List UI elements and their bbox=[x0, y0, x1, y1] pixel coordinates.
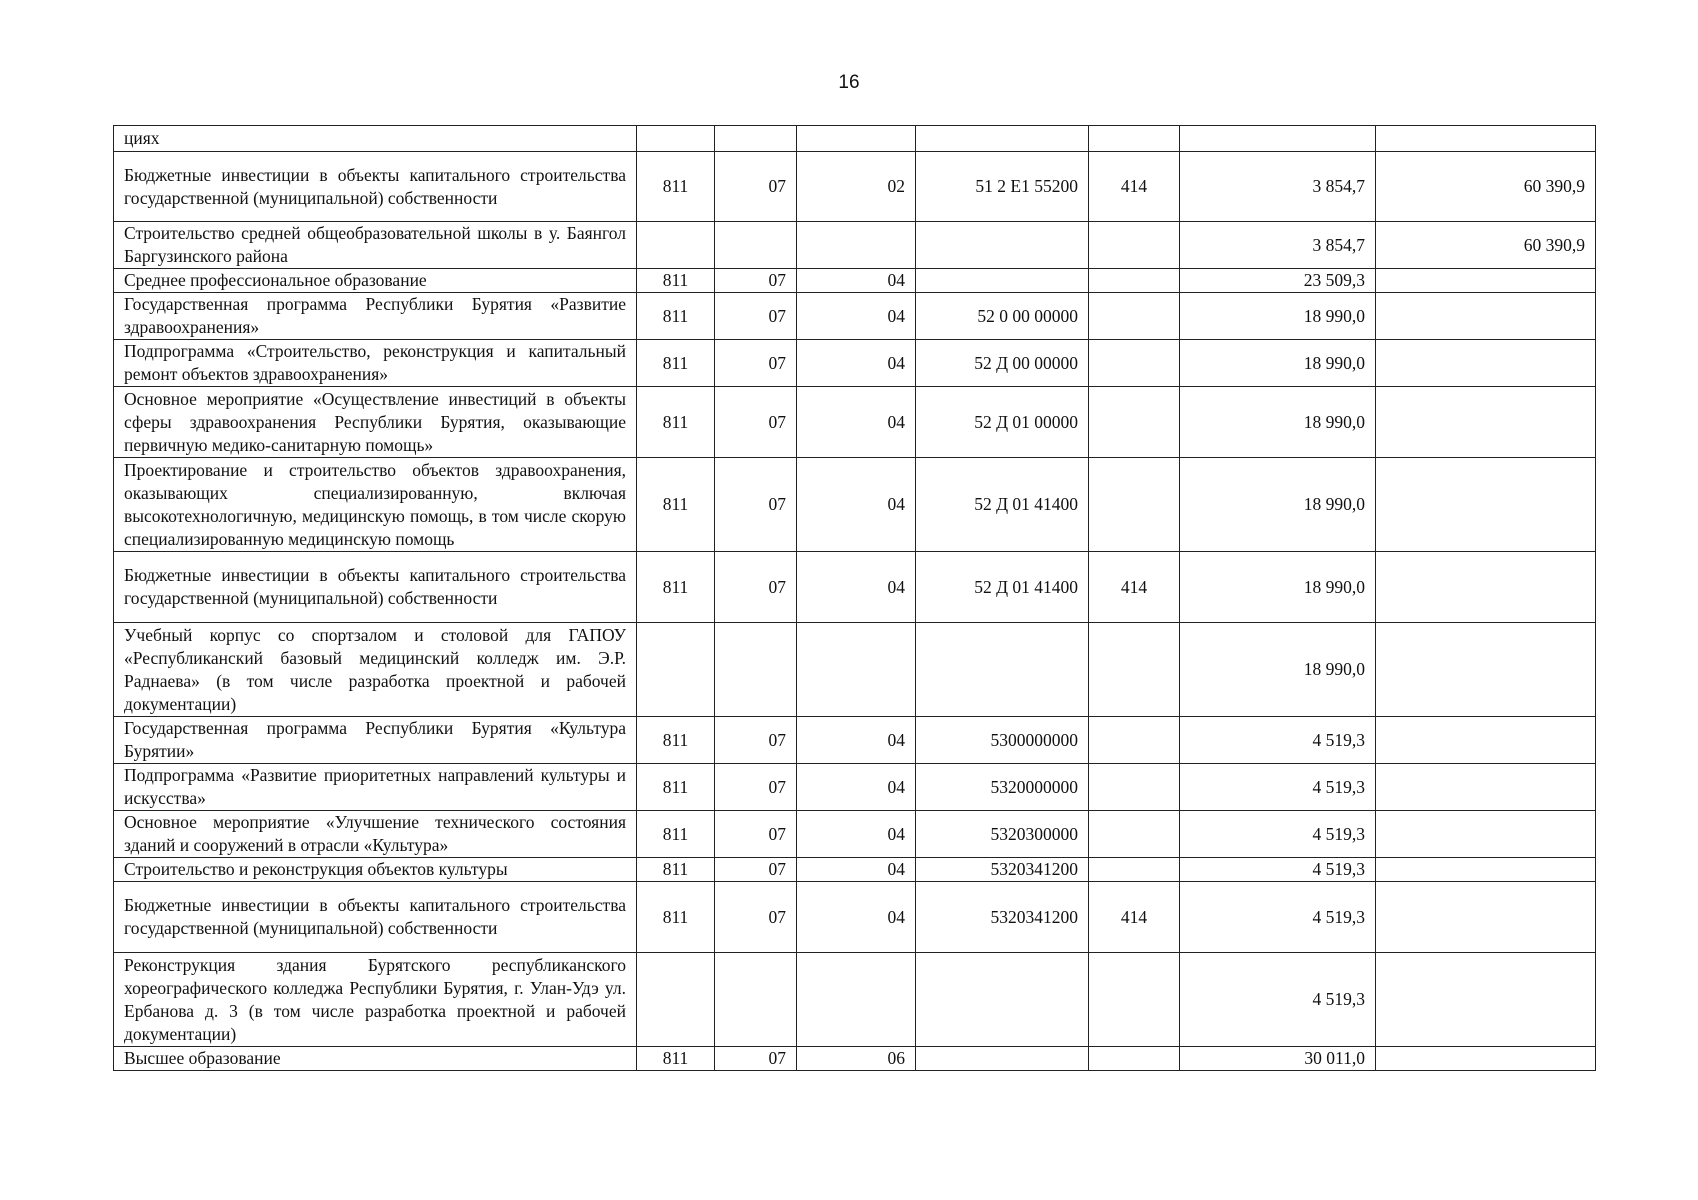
ved-code-cell: 811 bbox=[637, 1047, 715, 1071]
table-row bbox=[114, 222, 1596, 269]
target-article-cell: 52 Д 00 00000 bbox=[916, 340, 1089, 387]
ved-code-cell: 811 bbox=[637, 882, 715, 953]
target-article-cell: 5320000000 bbox=[916, 764, 1089, 811]
expense-type-cell bbox=[1089, 269, 1180, 293]
target-article-cell: 52 Д 01 41400 bbox=[916, 458, 1089, 552]
section-code-cell bbox=[715, 953, 797, 1047]
amount-2024-cell bbox=[1376, 953, 1596, 1047]
ved-code-cell bbox=[637, 126, 715, 152]
amount-2023-cell bbox=[1180, 126, 1376, 152]
section-code-cell: 07 bbox=[715, 152, 797, 222]
target-article-cell bbox=[916, 222, 1089, 269]
row-name-cell: Бюджетные инвестиции в объекты капитального строительства государственной (муниципальной) собственности bbox=[114, 152, 637, 222]
table-row bbox=[114, 623, 1596, 717]
amount-2024-cell bbox=[1376, 882, 1596, 953]
table-row bbox=[114, 1047, 1596, 1071]
expense-type-cell bbox=[1089, 126, 1180, 152]
amount-2023-cell: 4 519,3 bbox=[1180, 882, 1376, 953]
table-row bbox=[114, 717, 1596, 764]
amount-2024-cell bbox=[1376, 387, 1596, 458]
subsection-code-cell: 04 bbox=[797, 269, 916, 293]
row-name-cell: Строительство средней общеобразовательной школы в у. Баянгол Баргузинского района bbox=[114, 222, 637, 269]
expense-type-cell bbox=[1089, 858, 1180, 882]
row-name-cell: Государственная программа Республики Бурятия «Культура Бурятии» bbox=[114, 717, 637, 764]
page-number: 16 bbox=[838, 72, 860, 93]
amount-2023-cell: 23 509,3 bbox=[1180, 269, 1376, 293]
subsection-code-cell: 06 bbox=[797, 1047, 916, 1071]
target-article-cell: 5320341200 bbox=[916, 858, 1089, 882]
amount-2023-cell: 3 854,7 bbox=[1180, 152, 1376, 222]
section-code-cell: 07 bbox=[715, 269, 797, 293]
target-article-cell: 52 Д 01 41400 bbox=[916, 552, 1089, 623]
subsection-code-cell: 04 bbox=[797, 458, 916, 552]
section-code-cell: 07 bbox=[715, 552, 797, 623]
subsection-code-cell: 04 bbox=[797, 811, 916, 858]
subsection-code-cell bbox=[797, 126, 916, 152]
table-row bbox=[114, 858, 1596, 882]
amount-2023-cell: 18 990,0 bbox=[1180, 623, 1376, 717]
table-row bbox=[114, 269, 1596, 293]
amount-2024-cell bbox=[1376, 269, 1596, 293]
section-code-cell bbox=[715, 222, 797, 269]
table-row bbox=[114, 953, 1596, 1047]
expense-type-cell bbox=[1089, 340, 1180, 387]
expense-type-cell bbox=[1089, 764, 1180, 811]
amount-2024-cell: 60 390,9 bbox=[1376, 152, 1596, 222]
ved-code-cell: 811 bbox=[637, 717, 715, 764]
expense-type-cell bbox=[1089, 953, 1180, 1047]
target-article-cell bbox=[916, 623, 1089, 717]
ved-code-cell: 811 bbox=[637, 458, 715, 552]
row-name-cell: Подпрограмма «Строительство, реконструкция и капитальный ремонт объектов здравоохранения» bbox=[114, 340, 637, 387]
expense-type-cell: 414 bbox=[1089, 152, 1180, 222]
subsection-code-cell: 04 bbox=[797, 764, 916, 811]
expense-type-cell bbox=[1089, 387, 1180, 458]
expense-type-cell bbox=[1089, 623, 1180, 717]
amount-2024-cell: 60 390,9 bbox=[1376, 222, 1596, 269]
amount-2023-cell: 18 990,0 bbox=[1180, 387, 1376, 458]
expense-type-cell bbox=[1089, 458, 1180, 552]
amount-2023-cell: 18 990,0 bbox=[1180, 340, 1376, 387]
target-article-cell bbox=[916, 953, 1089, 1047]
ved-code-cell: 811 bbox=[637, 552, 715, 623]
amount-2024-cell bbox=[1376, 552, 1596, 623]
expense-type-cell: 414 bbox=[1089, 882, 1180, 953]
ved-code-cell: 811 bbox=[637, 764, 715, 811]
row-name-cell: циях bbox=[114, 126, 637, 152]
ved-code-cell: 811 bbox=[637, 152, 715, 222]
section-code-cell bbox=[715, 623, 797, 717]
target-article-cell: 52 Д 01 00000 bbox=[916, 387, 1089, 458]
row-name-cell: Государственная программа Республики Бурятия «Развитие здравоохранения» bbox=[114, 293, 637, 340]
subsection-code-cell bbox=[797, 953, 916, 1047]
row-name-cell: Бюджетные инвестиции в объекты капитального строительства государственной (муниципальной) собственности bbox=[114, 552, 637, 623]
row-name-cell: Проектирование и строительство объектов здравоохранения, оказывающих специализированную, включая высокотехнологичную, медицинскую помощь, в том числе скорую специализированную медицинскую помощь bbox=[114, 458, 637, 552]
table-row bbox=[114, 126, 1596, 152]
section-code-cell: 07 bbox=[715, 387, 797, 458]
subsection-code-cell: 04 bbox=[797, 293, 916, 340]
target-article-cell bbox=[916, 126, 1089, 152]
amount-2023-cell: 4 519,3 bbox=[1180, 811, 1376, 858]
table-row bbox=[114, 293, 1596, 340]
ved-code-cell: 811 bbox=[637, 858, 715, 882]
amount-2023-cell: 4 519,3 bbox=[1180, 953, 1376, 1047]
row-name-cell: Высшее образование bbox=[114, 1047, 637, 1071]
expense-type-cell bbox=[1089, 1047, 1180, 1071]
section-code-cell: 07 bbox=[715, 293, 797, 340]
target-article-cell: 52 0 00 00000 bbox=[916, 293, 1089, 340]
section-code-cell: 07 bbox=[715, 717, 797, 764]
subsection-code-cell: 04 bbox=[797, 882, 916, 953]
section-code-cell: 07 bbox=[715, 882, 797, 953]
budget-table bbox=[113, 125, 1596, 1071]
section-code-cell: 07 bbox=[715, 764, 797, 811]
section-code-cell: 07 bbox=[715, 858, 797, 882]
amount-2023-cell: 30 011,0 bbox=[1180, 1047, 1376, 1071]
expense-type-cell bbox=[1089, 222, 1180, 269]
row-name-cell: Бюджетные инвестиции в объекты капитального строительства государственной (муниципальной) собственности bbox=[114, 882, 637, 953]
expense-type-cell: 414 bbox=[1089, 552, 1180, 623]
table-body bbox=[114, 126, 1596, 1071]
amount-2024-cell bbox=[1376, 1047, 1596, 1071]
ved-code-cell: 811 bbox=[637, 340, 715, 387]
subsection-code-cell bbox=[797, 623, 916, 717]
ved-code-cell: 811 bbox=[637, 269, 715, 293]
amount-2024-cell bbox=[1376, 717, 1596, 764]
table-row bbox=[114, 552, 1596, 623]
amount-2024-cell bbox=[1376, 858, 1596, 882]
amount-2024-cell bbox=[1376, 623, 1596, 717]
table-row bbox=[114, 458, 1596, 552]
row-name-cell: Среднее профессиональное образование bbox=[114, 269, 637, 293]
ved-code-cell bbox=[637, 222, 715, 269]
row-name-cell: Основное мероприятие «Осуществление инвестиций в объекты сферы здравоохранения Республики Бурятия, оказывающие первичную медико-санитарную помощь» bbox=[114, 387, 637, 458]
amount-2024-cell bbox=[1376, 764, 1596, 811]
amount-2024-cell bbox=[1376, 293, 1596, 340]
subsection-code-cell: 02 bbox=[797, 152, 916, 222]
subsection-code-cell bbox=[797, 222, 916, 269]
section-code-cell bbox=[715, 126, 797, 152]
amount-2023-cell: 3 854,7 bbox=[1180, 222, 1376, 269]
amount-2023-cell: 18 990,0 bbox=[1180, 552, 1376, 623]
section-code-cell: 07 bbox=[715, 811, 797, 858]
target-article-cell: 51 2 Е1 55200 bbox=[916, 152, 1089, 222]
section-code-cell: 07 bbox=[715, 1047, 797, 1071]
table-row bbox=[114, 764, 1596, 811]
target-article-cell: 5320341200 bbox=[916, 882, 1089, 953]
amount-2024-cell bbox=[1376, 126, 1596, 152]
table-row bbox=[114, 387, 1596, 458]
row-name-cell: Учебный корпус со спортзалом и столовой для ГАПОУ «Республиканский базовый медицинский колледж им. Э.Р. Раднаева» (в том числе разработка проектной и рабочей документации) bbox=[114, 623, 637, 717]
row-name-cell: Основное мероприятие «Улучшение технического состояния зданий и сооружений в отрасли «Культура» bbox=[114, 811, 637, 858]
row-name-cell: Реконструкция здания Бурятского республиканского хореографического колледжа Республики Бурятия, г. Улан-Удэ ул. Ербанова д. 3 (в том числе разработка проектной и рабочей документации) bbox=[114, 953, 637, 1047]
table-row bbox=[114, 152, 1596, 222]
table-row bbox=[114, 811, 1596, 858]
subsection-code-cell: 04 bbox=[797, 340, 916, 387]
amount-2024-cell bbox=[1376, 811, 1596, 858]
target-article-cell: 5300000000 bbox=[916, 717, 1089, 764]
subsection-code-cell: 04 bbox=[797, 717, 916, 764]
ved-code-cell bbox=[637, 953, 715, 1047]
row-name-cell: Строительство и реконструкция объектов культуры bbox=[114, 858, 637, 882]
row-name-cell: Подпрограмма «Развитие приоритетных направлений культуры и искусства» bbox=[114, 764, 637, 811]
section-code-cell: 07 bbox=[715, 458, 797, 552]
ved-code-cell bbox=[637, 623, 715, 717]
expense-type-cell bbox=[1089, 293, 1180, 340]
ved-code-cell: 811 bbox=[637, 293, 715, 340]
table-row bbox=[114, 882, 1596, 953]
target-article-cell bbox=[916, 1047, 1089, 1071]
amount-2023-cell: 18 990,0 bbox=[1180, 458, 1376, 552]
amount-2023-cell: 18 990,0 bbox=[1180, 293, 1376, 340]
ved-code-cell: 811 bbox=[637, 811, 715, 858]
ved-code-cell: 811 bbox=[637, 387, 715, 458]
amount-2023-cell: 4 519,3 bbox=[1180, 858, 1376, 882]
subsection-code-cell: 04 bbox=[797, 552, 916, 623]
target-article-cell: 5320300000 bbox=[916, 811, 1089, 858]
subsection-code-cell: 04 bbox=[797, 387, 916, 458]
table-row bbox=[114, 340, 1596, 387]
amount-2024-cell bbox=[1376, 458, 1596, 552]
amount-2023-cell: 4 519,3 bbox=[1180, 764, 1376, 811]
amount-2023-cell: 4 519,3 bbox=[1180, 717, 1376, 764]
section-code-cell: 07 bbox=[715, 340, 797, 387]
subsection-code-cell: 04 bbox=[797, 858, 916, 882]
expense-type-cell bbox=[1089, 717, 1180, 764]
amount-2024-cell bbox=[1376, 340, 1596, 387]
target-article-cell bbox=[916, 269, 1089, 293]
expense-type-cell bbox=[1089, 811, 1180, 858]
